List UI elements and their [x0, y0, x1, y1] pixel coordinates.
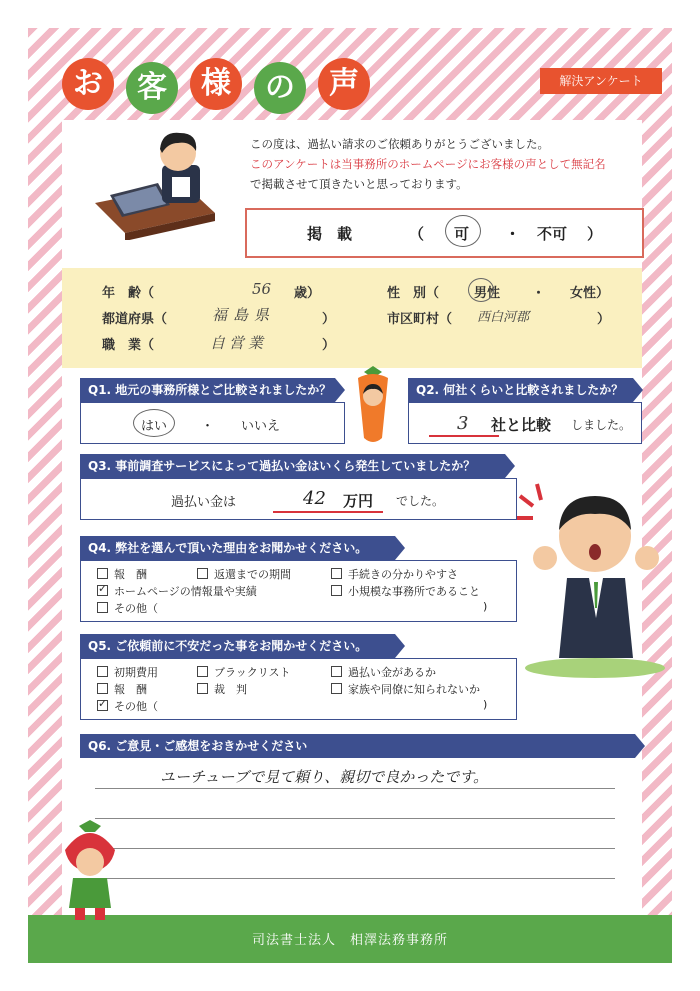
title-char-4: の [254, 62, 306, 114]
checkbox-icon [331, 585, 342, 596]
q3-heading: Q3. 事前調査サービスによって過払い金はいくら発生していましたか？ [80, 454, 505, 478]
checkbox-icon [197, 568, 208, 579]
age-unit: 歳） [294, 286, 321, 301]
surprised-businessman-illustration [515, 478, 675, 683]
q4-option-label: 手続きの分かりやすさ [348, 568, 458, 581]
publication-consent-box [245, 208, 644, 258]
q5-option-label: 報 酬 [114, 683, 147, 696]
consent-dot: ・ [505, 225, 521, 243]
q4-option-reward[interactable] [97, 566, 147, 582]
checkbox-icon [197, 666, 208, 677]
prefecture-value[interactable]: 福島県 [212, 306, 276, 324]
checkbox-icon [97, 602, 108, 613]
age-label: 年 齢（ [102, 286, 155, 301]
occupation-close: ） [322, 338, 336, 353]
footer-office-name: 司法書士法人 相澤法務事務所 [251, 933, 448, 948]
q5-option-reward[interactable] [97, 681, 147, 697]
q5-option-trial[interactable] [197, 681, 247, 697]
q1-selected-circle-icon [133, 409, 175, 437]
survey-type-tag: 解決アンケート [540, 68, 662, 94]
checkbox-icon [97, 666, 108, 677]
strawberry-mascot-illustration [55, 820, 125, 925]
title-char-1: お [62, 58, 114, 110]
q2-underline [429, 435, 499, 437]
city-value[interactable]: 西白河郡 [477, 310, 530, 325]
q3-amount[interactable]: 42 [303, 488, 326, 509]
occupation-value[interactable]: 自営業 [210, 334, 268, 352]
gender-label: 性 別（ [387, 286, 440, 301]
intro-line-2: このアンケートは当事務所のホームページにお客様の声として無記名 [250, 157, 606, 171]
q2-mid: 社と比較 [491, 416, 552, 434]
q5-option-label: 裁 判 [214, 683, 247, 696]
q3-prefix: 過払い金は [171, 495, 237, 510]
checkbox-icon [331, 683, 342, 694]
q6-answer[interactable]: ユーチューブで見て頼り、親切で良かったです。 [160, 768, 489, 786]
q3-underline [273, 511, 383, 513]
q5-option-initial-cost[interactable] [97, 664, 158, 680]
checked-checkbox-icon [97, 585, 108, 596]
q4-other-close: ) [483, 600, 488, 613]
q4-option-label: 返還までの期間 [214, 568, 291, 581]
prefecture-close: ） [322, 312, 336, 327]
q4-option-clarity[interactable] [331, 566, 458, 582]
q5-option-other[interactable] [97, 698, 158, 714]
title-char-5: 声 [318, 58, 370, 110]
q2-answer-box [408, 402, 642, 444]
q6-heading: Q6. ご意見・ご感想をおきかせください [80, 734, 635, 758]
q6-rule-line-1 [95, 788, 615, 789]
title-char-2: 客 [126, 62, 178, 114]
carrot-mascot-illustration [352, 366, 394, 446]
checkbox-icon [97, 568, 108, 579]
gender-female[interactable]: 女性） [570, 286, 610, 301]
q5-option-label: ブラックリスト [214, 666, 291, 679]
checkbox-icon [197, 683, 208, 694]
q4-option-other[interactable] [97, 600, 158, 616]
q1-yes[interactable]: はい [141, 419, 168, 434]
city-label: 市区町村（ [387, 312, 453, 327]
q4-option-label: 小規模な事務所であること [348, 585, 480, 598]
q2-tail: しました。 [571, 418, 632, 432]
q5-option-family-know[interactable] [331, 681, 480, 697]
q5-heading: Q5. ご依頼前に不安だった事をお聞かせください。 [80, 634, 395, 658]
prefecture-label: 都道府県（ [102, 312, 168, 327]
checked-checkbox-icon [97, 700, 108, 711]
consent-open-paren: （ [409, 225, 425, 243]
q3-suffix: でした。 [396, 494, 445, 508]
q1-answer-box [80, 402, 345, 444]
q5-option-blacklist[interactable] [197, 664, 291, 680]
q1-heading: Q1. 地元の事務所様とご比較されましたか？ [80, 378, 335, 402]
consent-close-paren: ） [587, 225, 603, 243]
city-close: ） [597, 312, 611, 327]
checkbox-icon [97, 683, 108, 694]
intro-line-3: で掲載させて頂きたいと思っております。 [250, 177, 468, 191]
consent-label: 掲 載 [307, 225, 353, 243]
checkbox-icon [331, 666, 342, 677]
q4-heading: Q4. 弊社を選んで頂いた理由をお聞かせください。 [80, 536, 395, 560]
q5-option-label: その他（ [114, 700, 158, 713]
q2-heading: Q2. 何社くらいと比較されましたか？ [408, 378, 633, 402]
q1-no[interactable]: いいえ [241, 419, 281, 434]
q4-option-return-period[interactable] [197, 566, 291, 582]
age-value[interactable]: 56 [252, 280, 272, 298]
q4-option-small-office[interactable] [331, 583, 480, 599]
q1-dot: ・ [201, 419, 215, 434]
gender-dot: ・ [532, 286, 546, 301]
q2-count[interactable]: 3 [457, 413, 469, 434]
consent-yes[interactable]: 可 [454, 225, 470, 243]
q4-option-label: ホームページの情報量や実績 [114, 585, 257, 598]
q5-options-box [80, 658, 517, 720]
q5-option-label: 初期費用 [114, 666, 158, 679]
gender-male[interactable]: 男性 [474, 286, 501, 301]
q4-option-label: その他（ [114, 602, 158, 615]
q3-unit: 万円 [343, 492, 374, 510]
q4-option-label: 報 酬 [114, 568, 147, 581]
q6-rule-line-2 [95, 818, 615, 819]
consent-no[interactable]: 不可 [537, 225, 568, 243]
intro-line-1: この度は、過払い請求のご依頼ありがとうございました。 [250, 137, 549, 151]
q6-rule-line-3 [95, 848, 615, 849]
profile-section [62, 268, 642, 368]
q5-other-close: ) [483, 698, 488, 711]
businessman-at-desk-illustration [90, 125, 230, 240]
checkbox-icon [331, 568, 342, 579]
title-char-3: 様 [190, 58, 242, 110]
q4-option-homepage-info[interactable] [97, 583, 257, 599]
q6-rule-line-4 [95, 878, 615, 879]
occupation-label: 職 業（ [102, 338, 155, 353]
q3-answer-box [80, 478, 517, 520]
q5-option-overpayment-exists[interactable] [331, 664, 436, 680]
intro-text [250, 134, 670, 194]
q4-options-box [80, 560, 517, 622]
q5-option-label: 家族や同僚に知られないか [348, 683, 480, 696]
q5-option-label: 過払い金があるか [348, 666, 436, 679]
gender-selected-circle-icon [468, 278, 494, 302]
